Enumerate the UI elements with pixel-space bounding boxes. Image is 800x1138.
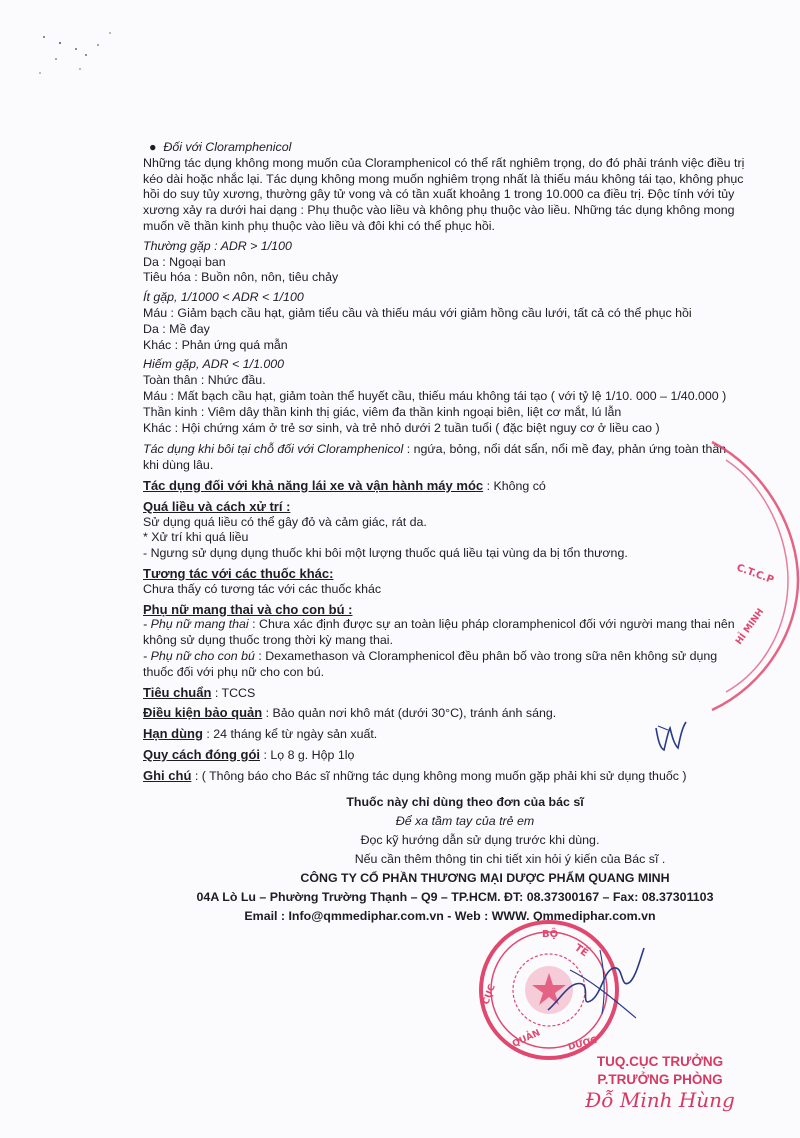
- read-instructions: Đọc kỹ hướng dẫn sử dụng trước khi dùng.: [360, 833, 600, 847]
- common-effect-item: Tiêu hóa : Buồn nôn, nôn, tiêu chảy: [143, 270, 339, 285]
- overdose-item: - Ngưng sử dụng dụng thuốc khi bôi một lượng thuốc quá liều tại vùng da bị tổn thương.: [143, 546, 628, 561]
- uncommon-effect-item: Da : Mề đay: [143, 321, 210, 336]
- svg-text:TẾ: TẾ: [572, 942, 590, 960]
- standard-line: Tiêu chuẩn : TCCS: [143, 684, 256, 700]
- pregnancy-heading: Phụ nữ mang thai và cho con bú :: [143, 601, 353, 617]
- approval-title-2: P.TRƯỞNG PHÒNG: [597, 1072, 723, 1087]
- note-line: Ghi chú : ( Thông báo cho Bác sĩ những tác dụng không mong muốn gặp phải khi sử dụng thuốc ): [143, 767, 687, 783]
- svg-text:QUẢN: QUẢN: [511, 1028, 542, 1050]
- prescription-warning: Thuốc này chỉ dùng theo đơn của bác sĩ: [346, 795, 584, 809]
- initial-signature: [650, 718, 690, 758]
- interaction-heading: Tương tác với các thuốc khác:: [143, 565, 334, 581]
- svg-text:C.T.C.P: C.T.C.P: [734, 562, 776, 587]
- company-stamp: [706, 430, 800, 720]
- leaflet-body: [143, 140, 745, 784]
- bullet-icon: ●: [149, 140, 157, 154]
- children-warning: Để xa tầm tay của trẻ em: [395, 814, 535, 828]
- uncommon-effect-item: Khác : Phản ứng quá mẫn: [143, 337, 288, 352]
- uncommon-effect-item: Máu : Giảm bạch cầu hạt, giảm tiểu cầu và thiếu máu với giảm hồng cầu lưới, tất cả có thể phục hồi: [143, 305, 692, 320]
- scan-specks: [20, 15, 130, 85]
- approver-name: Đỗ Minh Hùng: [585, 1088, 735, 1112]
- expiry-line: Hạn dùng : 24 tháng kể từ ngày sản xuất.: [143, 726, 378, 742]
- packing-line: Quy cách đóng gói : Lọ 8 g. Hộp 1lọ: [143, 746, 355, 762]
- rare-effect-item: Toàn thân : Nhức đầu.: [143, 373, 266, 388]
- overdose-heading: Quá liều và cách xử trí :: [143, 498, 291, 514]
- leaflet-footer: [130, 793, 770, 926]
- ask-doctor: Nếu cần thêm thông tin chi tiết xin hỏi ý kiến của Bác sĩ .: [354, 852, 666, 866]
- pregnant-women-item: - Phụ nữ mang thai : Chưa xác định được sự an toàn liệu pháp cloramphenicol đối với người mang thai nên không sử dụng thuốc trong thời kỳ mang thai.: [143, 617, 735, 648]
- common-effect-item: Da : Ngoại ban: [143, 254, 226, 269]
- rare-effects-title: Hiếm gặp, ADR < 1/1.000: [143, 357, 285, 372]
- company-contact: Email : Info@qmmediphar.com.vn - Web : WWW. Qmmediphar.com.vn: [244, 909, 656, 923]
- approval-block: [560, 1053, 760, 1112]
- svg-text:BỘ: BỘ: [542, 929, 559, 940]
- rare-effect-item: Thần kinh : Viêm dây thần kinh thị giác, viêm đa thần kinh ngoại biên, liệt cơ mắt, lú lẫn: [143, 404, 622, 419]
- storage-line: Điều kiện bảo quản : Bảo quản nơi khô mát (dưới 30°C), tránh ánh sáng.: [143, 705, 557, 721]
- rare-effect-item: Khác : Hội chứng xám ở trẻ sơ sinh, và trẻ nhỏ dưới 2 tuần tuổi ( đặc biệt nguy cơ ở liều cao ): [143, 420, 660, 435]
- chloramphenicol-effects-paragraph: Những tác dụng không mong muốn của Cloramphenicol có thể rất nghiêm trọng, do đó phải tránh việc điều trị kéo dài hoặc nhắc lại. Tác dụng không mong muốn nghiêm trọng nhất là thiếu máu không tái tạo, không phục hồi do suy tủy xương, thường gây tử vong và có tần xuất khoảng 1 trong 10.000 ca điều trị. Độc tính với tủy xương xảy ra dưới hai dạng : Phụ thuộc vào liều và không phụ thuộc vào liều. Những tác dụng không mong muốn về thần kinh phụ thuộc vào liều và đôi khi có thể phục hồi.: [143, 155, 745, 233]
- uncommon-effects-title: Ít gặp, 1/1000 < ADR < 1/100: [143, 290, 304, 305]
- svg-text:CỤC: CỤC: [481, 983, 498, 1007]
- svg-text:DƯỢC: DƯỢC: [567, 1035, 599, 1053]
- interaction-text: Chưa thấy có tương tác với các thuốc khác: [143, 581, 382, 596]
- nursing-women-item: - Phụ nữ cho con bú : Dexamethason và Cloramphenicol đều phân bố vào trong sữa nên không sử dụng thuốc đối với phụ nữ cho con bú.: [143, 648, 718, 679]
- section-chloramphenicol-title: ● Đối với Cloramphenicol: [149, 140, 292, 154]
- driving-section: Tác dụng đối với khả năng lái xe và vận hành máy móc : Không có: [143, 477, 546, 493]
- topical-effects: Tác dụng khi bôi tại chỗ đối với Cloramphenicol : ngứa, bỏng, nổi dát sẩn, nổi mề đay, phản ứng toàn thân khi dùng lâu.: [143, 442, 727, 473]
- overdose-item: Sử dụng quá liều có thể gây đỏ và cảm giác, rát da.: [143, 514, 427, 529]
- approval-title-1: TUQ.CỤC TRƯỞNG: [596, 1054, 724, 1069]
- handwritten-signature: [540, 940, 650, 1030]
- rare-effect-item: Máu : Mất bạch cầu hạt, giảm toàn thể huyết cầu, thiếu máu không tái tạo ( với tỷ lệ 1/10. 000 – 1/40.000 ): [143, 388, 727, 403]
- common-effects-title: Thường gặp : ADR > 1/100: [143, 238, 292, 253]
- overdose-item: * Xử trí khi quá liều: [143, 530, 249, 545]
- company-address: 04A Lò Lu – Phường Trường Thạnh – Q9 – TP.HCM. ĐT: 08.37300167 – Fax: 08.37301103: [196, 890, 714, 904]
- company-name: CÔNG TY CỔ PHẦN THƯƠNG MẠI DƯỢC PHẨM QUANG MINH: [300, 871, 670, 885]
- svg-text:HỈ MINH: HỈ MINH: [734, 607, 767, 647]
